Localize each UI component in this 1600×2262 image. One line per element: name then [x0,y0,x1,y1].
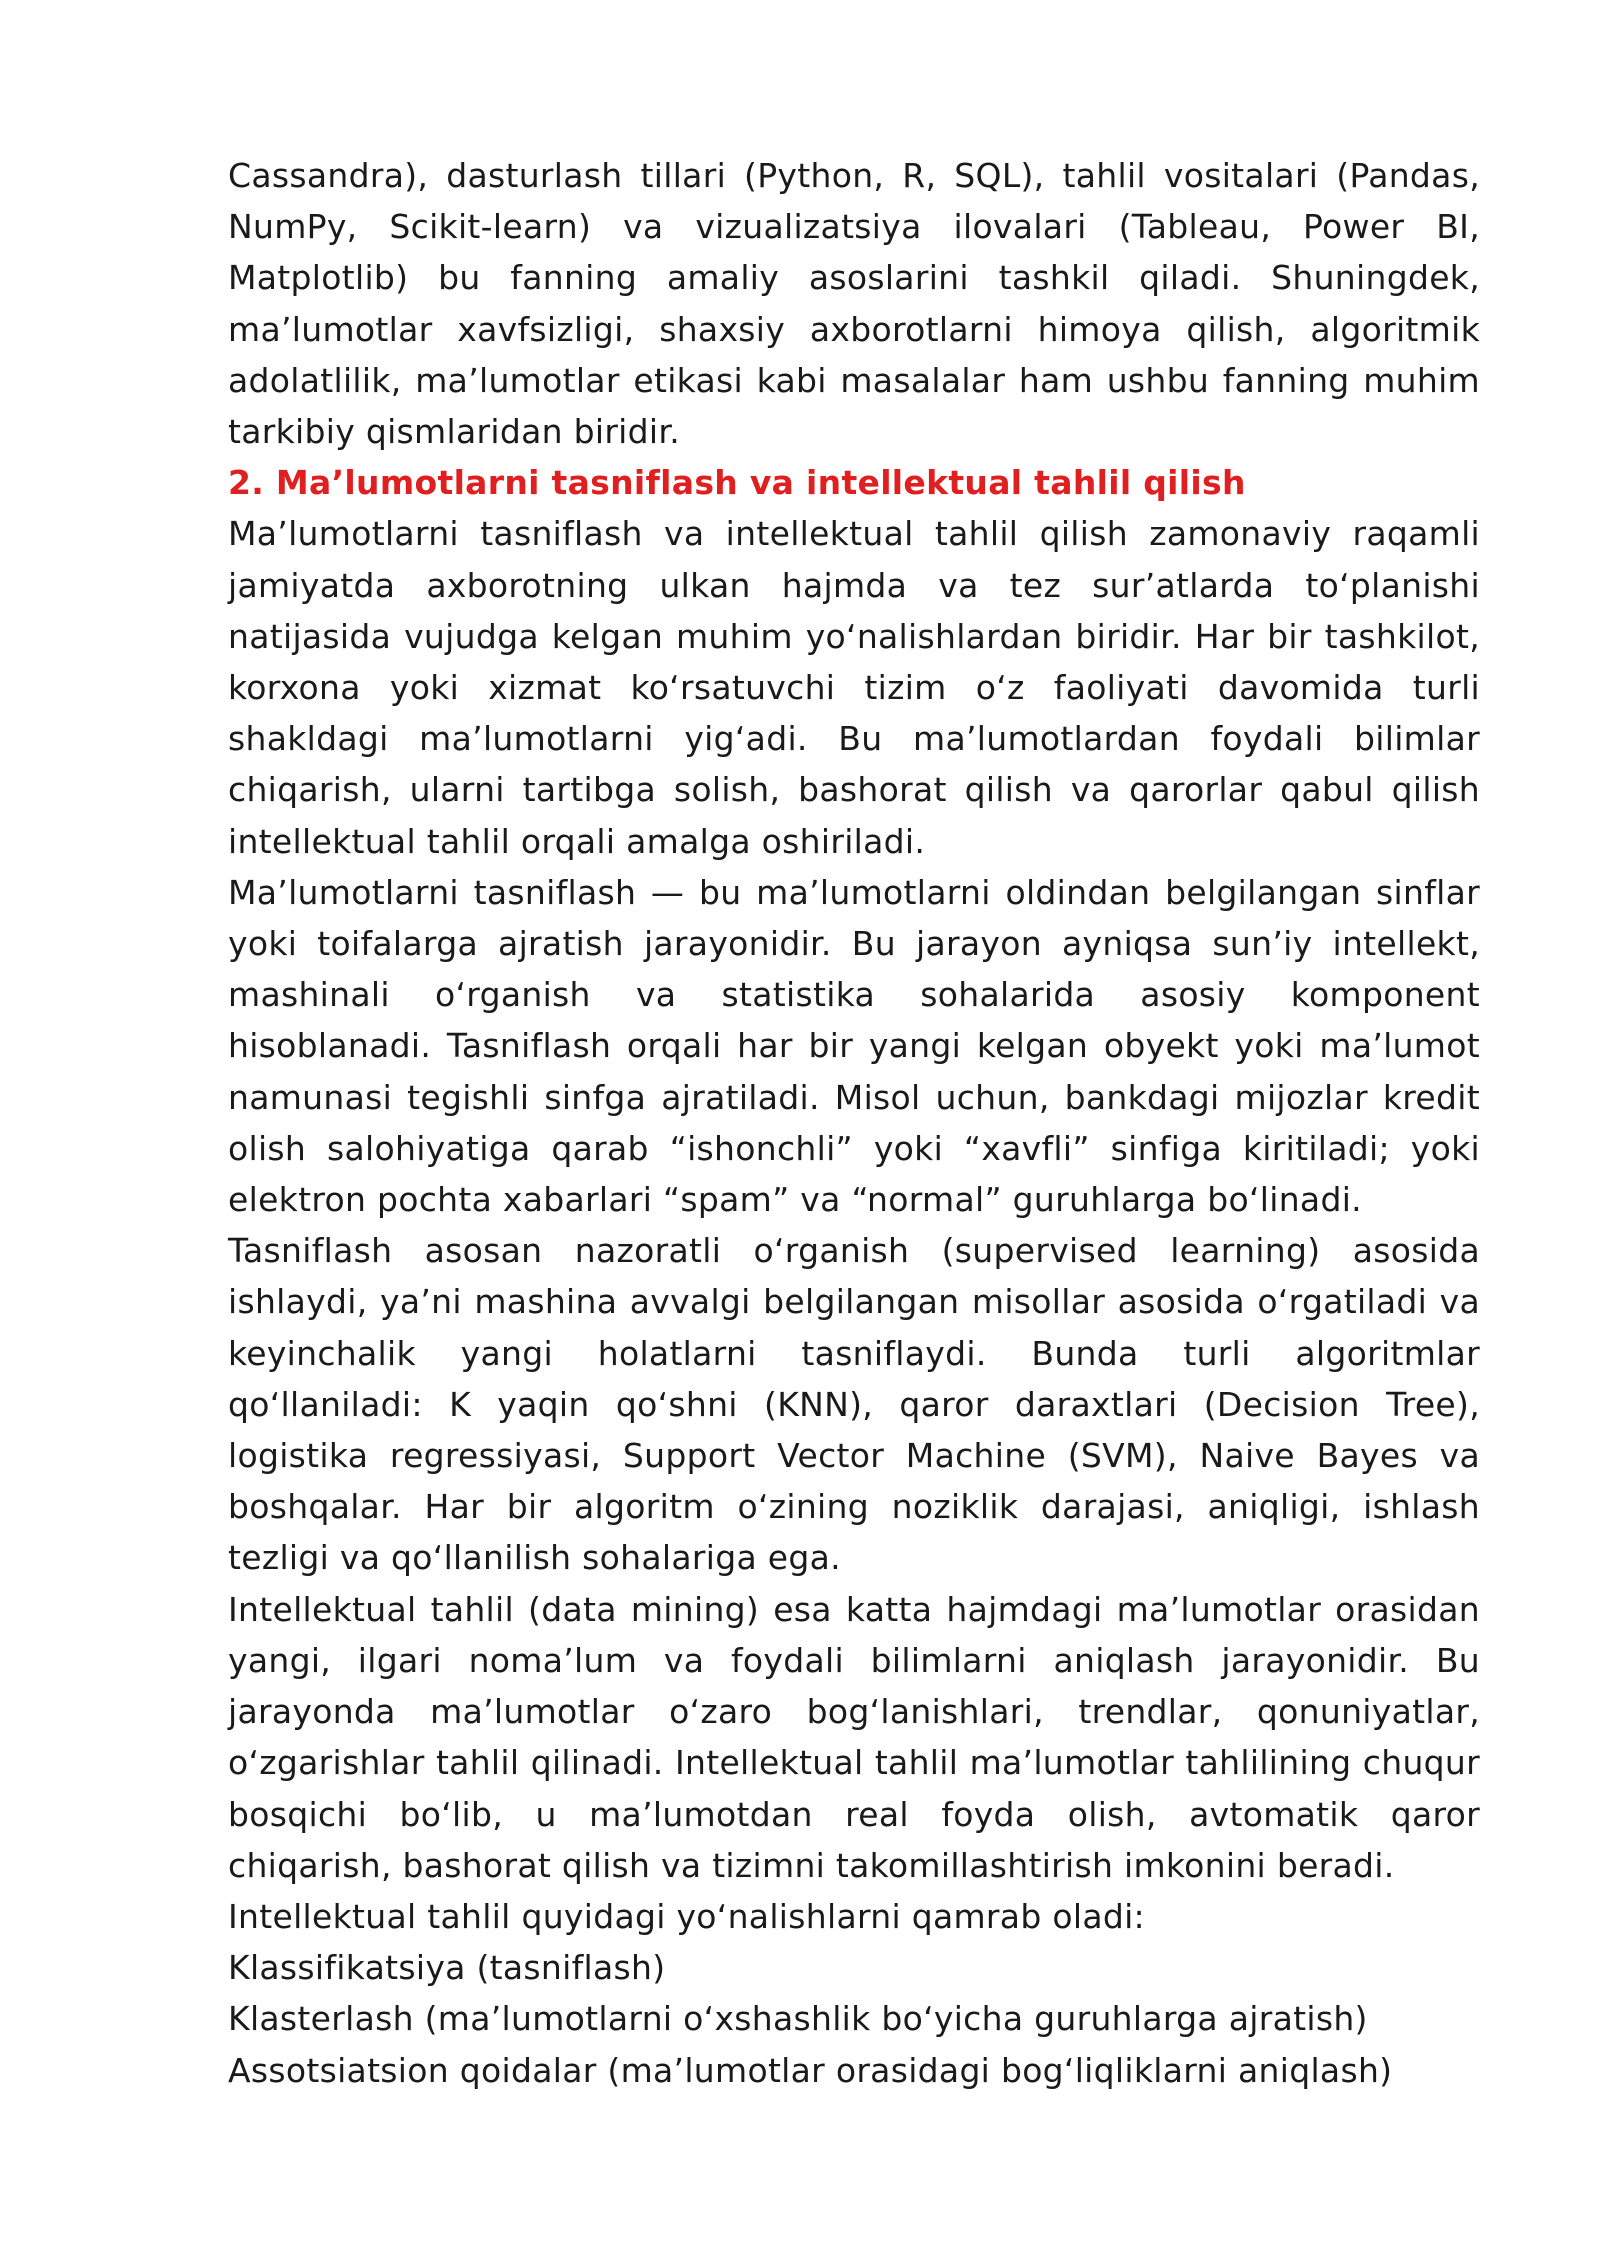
paragraph-data-mining: Intellektual tahlil (data mining) esa katta hajmdagi maʼlumotlar orasidan yangi, ilgari nomaʼlum va foydali bilimlarni aniqlash jarayonidir. Bu jarayonda maʼlumotlar oʻzaro bogʻlanishlari, trendlar, qonuniyatlar, oʻzgarishlar tahlil qilinadi. Intellektual tahlil maʼlumotlar tahlilining chuqur bosqichi boʻlib, u maʼlumotdan real foyda olish, avtomatik qaror chiqarish, bashorat qilish va tizimni takomillashtirish imkonini beradi. [228,1589,1480,1885]
paragraph-supervised-learning: Tasniflash asosan nazoratli oʻrganish (supervised learning) asosida ishlaydi, yaʼni mashina avvalgi belgilangan misollar asosida oʻrgatiladi va keyinchalik yangi holatlarni tasniflaydi. Bunda turli algoritmlar qoʻllaniladi: K yaqin qoʻshni (KNN), qaror daraxtlari (Decision Tree), logistika regressiyasi, Support Vector Machine (SVM), Naive Bayes va boshqalar. Har bir algoritm oʻzining noziklik darajasi, aniqligi, ishlash tezligi va qoʻllanilish sohalariga ega. [228,1231,1480,1578]
list-item: Klasterlash (maʼlumotlarni oʻxshashlik boʻyicha guruhlarga ajratish) [228,1999,1368,2039]
paragraph-directions-intro: Intellektual tahlil quyidagi yoʻnalishlarni qamrab oladi: [228,1896,1145,1936]
list-item: Klassifikatsiya (tasniflash) [228,1948,666,1988]
paragraph-overview: Maʼlumotlarni tasniflash va intellektual tahlil qilish zamonaviy raqamli jamiyatda axborotning ulkan hajmda va tez surʼatlarda toʻplanishi natijasida vujudga kelgan muhim yoʻnalishlardan biridir. Har bir tashkilot, korxona yoki xizmat koʻrsatuvchi tizim oʻz faoliyati davomida turli shakldagi maʼlumotlarni yigʻadi. Bu maʼlumotlardan foydali bilimlar chiqarish, ularni tartibga solish, bashorat qilish va qarorlar qabul qilish intellektual tahlil orqali amalga oshiriladi. [228,514,1480,861]
paragraph-classification: Maʼlumotlarni tasniflash — bu maʼlumotlarni oldindan belgilangan sinflar yoki toifalarga ajratish jarayonidir. Bu jarayon ayniqsa sunʼiy intellekt, mashinali oʻrganish va statistika sohalarida asosiy komponent hisoblanadi. Tasniflash orqali har bir yangi kelgan obyekt yoki maʼlumot namunasi tegishli sinfga ajratiladi. Misol uchun, bankdagi mijozlar kredit olish salohiyatiga qarab “ishonchli” yoki “xavfli” sinfiga kiritiladi; yoki elektron pochta xabarlari “spam” va “normal” guruhlarga boʻlinadi. [228,872,1480,1220]
section-heading: 2. Maʼlumotlarni tasniflash va intellektual tahlil qilish [228,463,1246,503]
page-content [228,150,1480,2096]
paragraph-intro: Cassandra), dasturlash tillari (Python, R, SQL), tahlil vositalari (Pandas, NumPy, Scikit-learn) va vizualizatsiya ilovalari (Tableau, Power BI, Matplotlib) bu fanning amaliy asoslarini tashkil qiladi. Shuningdek, maʼlumotlar xavfsizligi, shaxsiy axborotlarni himoya qilish, algoritmik adolatlilik, maʼlumotlar etikasi kabi masalalar ham ushbu fanning muhim tarkibiy qismlaridan biridir. [228,156,1480,452]
list-item: Assotsiatsion qoidalar (maʼlumotlar orasidagi bogʻliqliklarni aniqlash) [228,2050,1393,2090]
